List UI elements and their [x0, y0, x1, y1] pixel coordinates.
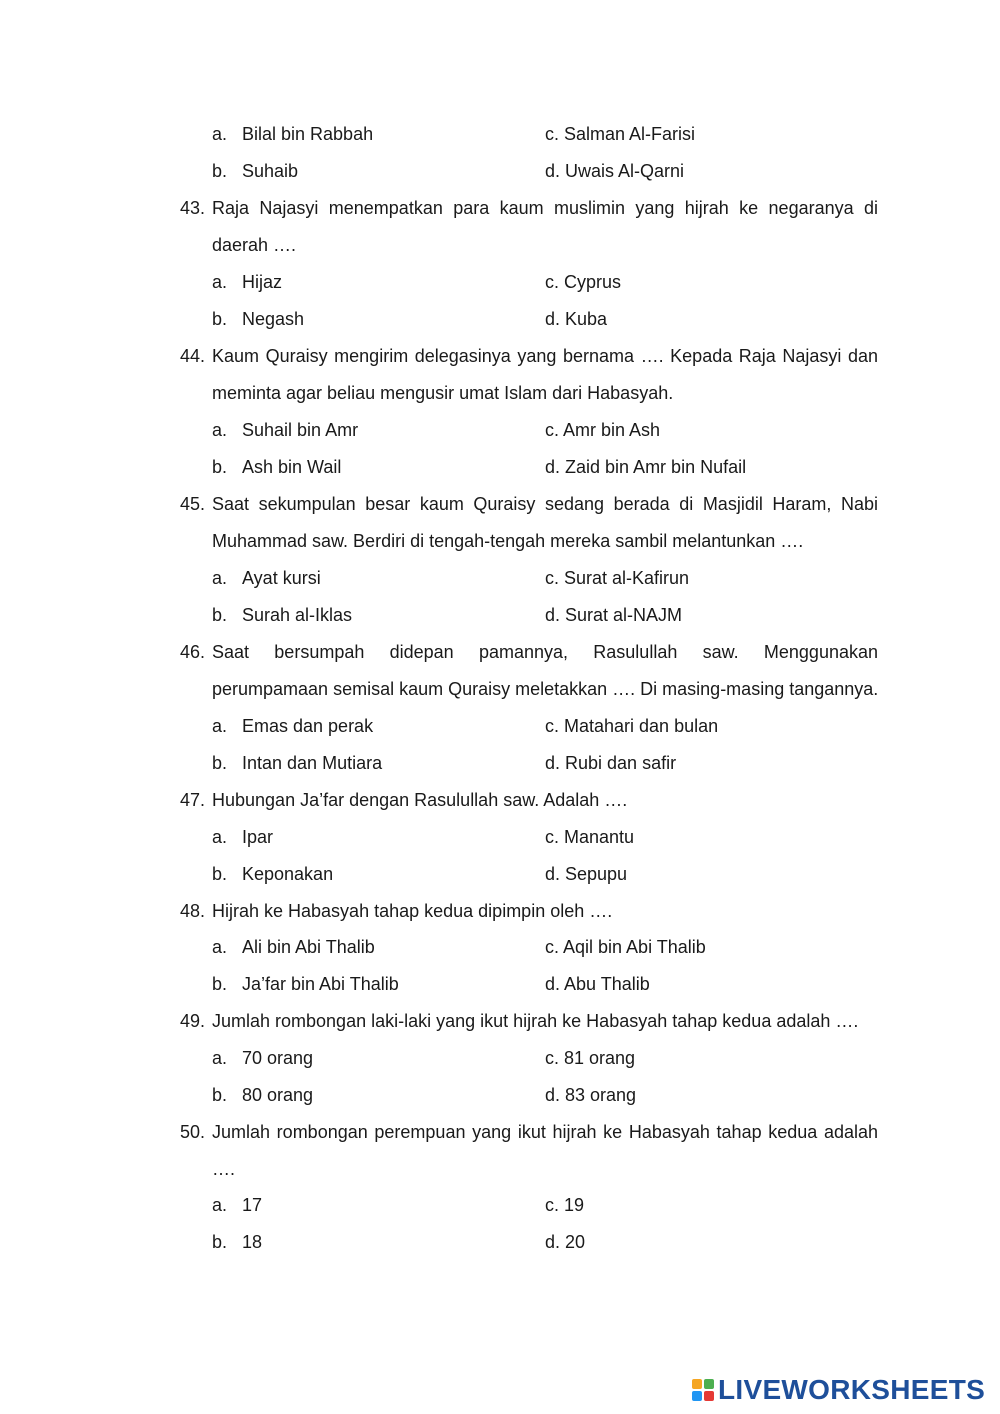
- q45-option-a: Ayat kursi: [242, 568, 321, 588]
- question-number: 48.: [180, 901, 206, 921]
- q47-row-ac: [0, 824, 1000, 850]
- q50-row-bd: [0, 1229, 1000, 1255]
- q43-row-bd: [0, 306, 1000, 332]
- q43-text-line1: Raja Najasyi menempatkan para kaum muslimin yang hijrah ke negaranya di: [212, 198, 878, 218]
- q48-row-ac: [0, 934, 1000, 960]
- liveworksheets-logo: [692, 1374, 985, 1406]
- q43-option-a: Hijaz: [242, 272, 283, 292]
- q47-option-b: Keponakan: [242, 864, 334, 884]
- q45-text-line1: Saat sekumpulan besar kaum Quraisy sedang berada di Masjidil Haram, Nabi: [212, 494, 878, 514]
- q45-row-bd: [0, 602, 1000, 628]
- q49-row-ac: [0, 1045, 1000, 1071]
- question-number: 46.: [180, 642, 206, 662]
- option-letter: b.: [212, 753, 228, 773]
- option-letter: a.: [212, 716, 228, 736]
- question-number: 47.: [180, 790, 206, 810]
- q50-text-line2: ….: [212, 1159, 236, 1179]
- q46-option-a: Emas dan perak: [242, 716, 374, 736]
- q44-text-line2: meminta agar beliau mengusir umat Islam dari Habasyah.: [212, 383, 674, 403]
- option-letter: b.: [212, 864, 228, 884]
- q43-option-c: c. Cyprus: [545, 272, 622, 292]
- q46-question-cont: [0, 676, 1000, 702]
- q44-text-line1: Kaum Quraisy mengirim delegasinya yang bernama …. Kepada Raja Najasyi dan: [212, 346, 878, 366]
- option-letter: a.: [212, 937, 228, 957]
- q45-question: [0, 491, 1000, 517]
- q47-option-d: d. Sepupu: [545, 864, 628, 884]
- q43-question: [0, 195, 1000, 221]
- option-letter: a.: [212, 420, 228, 440]
- question-number: 50.: [180, 1122, 206, 1142]
- logo-square-green: [704, 1379, 714, 1389]
- q48-option-b: Ja’far bin Abi Thalib: [242, 974, 399, 994]
- q47-option-c: c. Manantu: [545, 827, 635, 847]
- q45-option-d: d. Surat al-NAJM: [545, 605, 683, 625]
- logo-text: LIVEWORKSHEETS: [718, 1374, 986, 1405]
- option-letter: b.: [212, 974, 228, 994]
- q43-row-ac: [0, 269, 1000, 295]
- option-letter: a.: [212, 124, 228, 144]
- q45-text-line2: Muhammad saw. Berdiri di tengah-tengah mereka sambil melantunkan ….: [212, 531, 804, 551]
- q45-option-b: Surah al-Iklas: [242, 605, 353, 625]
- question-number: 49.: [180, 1011, 206, 1031]
- q46-option-b: Intan dan Mutiara: [242, 753, 383, 773]
- q43-option-b: Negash: [242, 309, 305, 329]
- question-number: 44.: [180, 346, 206, 366]
- q46-option-c: c. Matahari dan bulan: [545, 716, 719, 736]
- option-letter: a.: [212, 827, 228, 847]
- q42-option-d: d. Uwais Al-Qarni: [545, 161, 685, 181]
- logo-square-red: [704, 1391, 714, 1401]
- q50-row-ac: [0, 1192, 1000, 1218]
- logo-square-orange: [692, 1379, 702, 1389]
- q44-option-b: Ash bin Wail: [242, 457, 342, 477]
- q48-option-a: Ali bin Abi Thalib: [242, 937, 375, 957]
- q48-option-c: c. Aqil bin Abi Thalib: [545, 937, 706, 957]
- q49-text-line1: Jumlah rombongan laki-laki yang ikut hijrah ke Habasyah tahap kedua adalah ….: [212, 1011, 859, 1031]
- q48-question: [0, 898, 1000, 924]
- q42-option-b: Suhaib: [242, 161, 299, 181]
- q46-text-line1: Saat bersumpah didepan pamannya, Rasulullah saw. Menggunakan: [212, 642, 878, 662]
- q44-option-c: c. Amr bin Ash: [545, 420, 661, 440]
- q49-option-b: 80 orang: [242, 1085, 314, 1105]
- q42-row-ac: [0, 121, 1000, 147]
- option-letter: a.: [212, 272, 228, 292]
- q47-question: [0, 787, 1000, 813]
- q47-row-bd: [0, 861, 1000, 887]
- q50-question-cont: [0, 1156, 1000, 1182]
- option-letter: a.: [212, 1048, 228, 1068]
- q45-question-cont: [0, 528, 1000, 554]
- q50-option-b: 18: [242, 1232, 263, 1252]
- option-letter: b.: [212, 1085, 228, 1105]
- option-letter: b.: [212, 1232, 228, 1252]
- q50-option-a: 17: [242, 1195, 263, 1215]
- q48-row-bd: [0, 971, 1000, 997]
- q44-row-bd: [0, 454, 1000, 480]
- q49-row-bd: [0, 1082, 1000, 1108]
- q50-option-d: d. 20: [545, 1232, 586, 1252]
- q44-option-d: d. Zaid bin Amr bin Nufail: [545, 457, 747, 477]
- logo-square-blue: [692, 1391, 702, 1401]
- q44-question: [0, 343, 1000, 369]
- q42-option-c: c. Salman Al-Farisi: [545, 124, 696, 144]
- option-letter: a.: [212, 568, 228, 588]
- q49-question: [0, 1008, 1000, 1034]
- q44-row-ac: [0, 417, 1000, 443]
- q43-option-d: d. Kuba: [545, 309, 608, 329]
- liveworksheets-logo-icon: [692, 1379, 714, 1401]
- q42-row-bd: [0, 158, 1000, 184]
- q44-option-a: Suhail bin Amr: [242, 420, 359, 440]
- q43-text-line2: daerah ….: [212, 235, 297, 255]
- q44-question-cont: [0, 380, 1000, 406]
- q49-option-a: 70 orang: [242, 1048, 314, 1068]
- q45-option-c: c. Surat al-Kafirun: [545, 568, 690, 588]
- q50-question: [0, 1119, 1000, 1145]
- q49-option-d: d. 83 orang: [545, 1085, 637, 1105]
- q48-option-d: d. Abu Thalib: [545, 974, 650, 994]
- q42-option-a: Bilal bin Rabbah: [242, 124, 374, 144]
- question-number: 43.: [180, 198, 206, 218]
- option-letter: b.: [212, 457, 228, 477]
- q46-row-bd: [0, 750, 1000, 776]
- option-letter: b.: [212, 161, 228, 181]
- q50-text-line1: Jumlah rombongan perempuan yang ikut hijrah ke Habasyah tahap kedua adalah: [212, 1122, 878, 1142]
- q46-question: [0, 639, 1000, 665]
- q50-option-c: c. 19: [545, 1195, 585, 1215]
- q48-text-line1: Hijrah ke Habasyah tahap kedua dipimpin oleh ….: [212, 901, 613, 921]
- option-letter: a.: [212, 1195, 228, 1215]
- q43-question-cont: [0, 232, 1000, 258]
- option-letter: b.: [212, 605, 228, 625]
- q49-option-c: c. 81 orang: [545, 1048, 636, 1068]
- q46-row-ac: [0, 713, 1000, 739]
- q47-text-line1: Hubungan Ja’far dengan Rasulullah saw. Adalah ….: [212, 790, 628, 810]
- q45-row-ac: [0, 565, 1000, 591]
- option-letter: b.: [212, 309, 228, 329]
- q46-text-line2: perumpamaan semisal kaum Quraisy meletakkan …. Di masing-masing tangannya.: [212, 679, 879, 699]
- question-number: 45.: [180, 494, 206, 514]
- q46-option-d: d. Rubi dan safir: [545, 753, 677, 773]
- q47-option-a: Ipar: [242, 827, 274, 847]
